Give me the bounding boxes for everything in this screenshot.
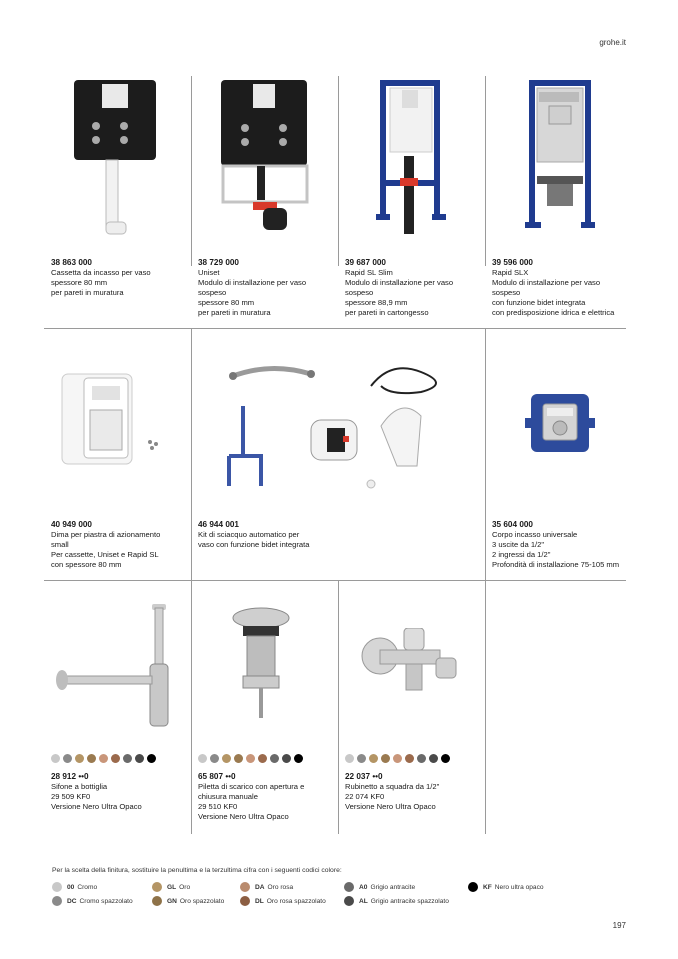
finish-swatch[interactable]	[135, 754, 144, 763]
divider	[485, 580, 486, 834]
product-code: 65 807 ••0	[198, 772, 236, 781]
legend-label: Oro rosa	[267, 883, 294, 891]
legend-label: Grigio antracite	[370, 883, 416, 891]
rapid-sl-slim-image	[376, 80, 446, 238]
finish-swatch[interactable]	[294, 754, 303, 763]
product-code: 28 912 ••0	[51, 772, 89, 781]
finish-swatch[interactable]	[282, 754, 291, 763]
legend-code: GN	[167, 897, 177, 905]
finish-note: Per la scelta della finitura, sostituire la penultima e la terzultima cifra con i seguenti codici colore:	[52, 867, 342, 874]
legend-item	[468, 882, 544, 892]
product-description: Uniset Modulo di installazione per vaso sospeso spessore 80 mm per pareti in muratura	[198, 268, 307, 317]
finish-swatch[interactable]	[246, 754, 255, 763]
color-dot	[152, 896, 162, 906]
universal-body-image	[525, 390, 595, 458]
flush-kit-image	[221, 356, 461, 496]
angle-valve-image	[360, 628, 460, 698]
legend-label: Oro spazzolato	[179, 897, 225, 905]
product-description: Rapid SL Slim Modulo di installazione per vaso sospeso spessore 88,9 mm per pareti in cartongesso	[345, 268, 454, 317]
product-code: 38 863 000	[51, 258, 92, 267]
bottle-trap-image	[54, 604, 174, 730]
finish-swatch[interactable]	[198, 754, 207, 763]
product-code: 40 949 000	[51, 520, 92, 529]
finish-swatch[interactable]	[222, 754, 231, 763]
legend-code: KF	[483, 883, 492, 891]
finish-swatch[interactable]	[111, 754, 120, 763]
legend-code: GL	[167, 883, 177, 891]
product-card	[191, 328, 485, 580]
product-card	[338, 76, 485, 328]
product-description: Dima per piastra di azionamento small Per cassette, Uniset e Rapid SL con spessore 80 mm	[51, 530, 161, 569]
color-dot	[344, 882, 354, 892]
product-description: Cassetta da incasso per vaso spessore 80 mm per pareti in muratura	[51, 268, 151, 297]
legend-item	[152, 882, 190, 892]
finish-swatches	[345, 754, 450, 763]
product-card	[44, 328, 191, 580]
finish-swatch[interactable]	[75, 754, 84, 763]
finish-swatch[interactable]	[270, 754, 279, 763]
finish-swatch[interactable]	[441, 754, 450, 763]
legend-label: Cromo spazzolato	[79, 897, 133, 905]
finish-swatch[interactable]	[51, 754, 60, 763]
finish-swatch[interactable]	[63, 754, 72, 763]
site-url[interactable]: grohe.it	[599, 38, 626, 47]
product-code: 38 729 000	[198, 258, 239, 267]
legend-item	[152, 896, 224, 906]
finish-swatch[interactable]	[369, 754, 378, 763]
finish-swatches	[198, 754, 303, 763]
product-code: 22 037 ••0	[345, 772, 383, 781]
product-description: Rapid SLX Modulo di installazione per vaso sospeso con funzione bidet integrata con predisposizione idrica e elettrica	[492, 268, 615, 317]
uniset-module-image	[219, 80, 311, 238]
finish-swatch[interactable]	[87, 754, 96, 763]
finish-swatch[interactable]	[210, 754, 219, 763]
product-description: Sifone a bottiglia 29 509 KF0 Versione Nero Ultra Opaco	[51, 782, 142, 811]
finish-swatch[interactable]	[429, 754, 438, 763]
product-card	[485, 76, 626, 328]
color-dot	[52, 896, 62, 906]
legend-item	[52, 896, 133, 906]
legend-item	[240, 896, 326, 906]
legend-item	[344, 882, 415, 892]
color-dot	[152, 882, 162, 892]
page-number: 197	[612, 921, 626, 930]
product-code: 46 944 001	[198, 520, 239, 529]
finish-swatch[interactable]	[234, 754, 243, 763]
finish-swatches	[51, 754, 156, 763]
finish-swatch[interactable]	[99, 754, 108, 763]
legend-item	[52, 882, 97, 892]
legend-code: DL	[255, 897, 264, 905]
legend-code: AL	[359, 897, 368, 905]
legend-item	[344, 896, 449, 906]
legend-label: Oro	[179, 883, 191, 891]
product-code: 39 687 000	[345, 258, 386, 267]
concealed-cistern-image	[66, 80, 166, 238]
product-card	[485, 328, 626, 580]
drain-valve-image	[231, 604, 291, 720]
legend-label: Grigio antracite spazzolato	[370, 897, 449, 905]
legend-label: Cromo	[77, 883, 98, 891]
finish-swatch[interactable]	[393, 754, 402, 763]
legend-code: DA	[255, 883, 265, 891]
legend-code: DC	[67, 897, 77, 905]
color-dot	[344, 896, 354, 906]
color-dot	[240, 882, 250, 892]
product-card	[338, 580, 485, 834]
legend-label: Oro rosa spazzolato	[266, 897, 326, 905]
legend-item	[240, 882, 293, 892]
product-card	[191, 76, 338, 328]
product-description: Rubinetto a squadra da 1/2" 22 074 KF0 Versione Nero Ultra Opaco	[345, 782, 440, 811]
finish-swatch[interactable]	[417, 754, 426, 763]
product-card	[191, 580, 338, 834]
product-description: Piletta di scarico con apertura e chiusura manuale 29 510 KF0 Versione Nero Ultra Opaco	[198, 782, 305, 821]
product-description: Kit di sciacquo automatico per vaso con funzione bidet integrata	[198, 530, 310, 549]
color-dot	[468, 882, 478, 892]
product-code: 35 604 000	[492, 520, 533, 529]
finish-swatch[interactable]	[123, 754, 132, 763]
product-description: Corpo incasso universale 3 uscite da 1/2" 2 ingressi da 1/2" Profondità di installazione 75-105 mm	[492, 530, 620, 569]
color-dot	[52, 882, 62, 892]
rapid-slx-image	[525, 80, 595, 238]
finish-swatch[interactable]	[405, 754, 414, 763]
finish-swatch[interactable]	[345, 754, 354, 763]
finish-swatch[interactable]	[147, 754, 156, 763]
color-dot	[240, 896, 250, 906]
legend-code: A0	[359, 883, 368, 891]
legend-code: 00	[67, 883, 75, 891]
finish-swatch[interactable]	[381, 754, 390, 763]
finish-swatch[interactable]	[357, 754, 366, 763]
product-grid	[44, 76, 626, 836]
finish-swatch[interactable]	[258, 754, 267, 763]
product-card	[44, 76, 191, 328]
legend-label: Nero ultra opaco	[494, 883, 544, 891]
plate-template-image	[58, 370, 168, 470]
product-card	[44, 580, 191, 834]
product-code: 39 596 000	[492, 258, 533, 267]
finish-legend	[52, 882, 612, 910]
